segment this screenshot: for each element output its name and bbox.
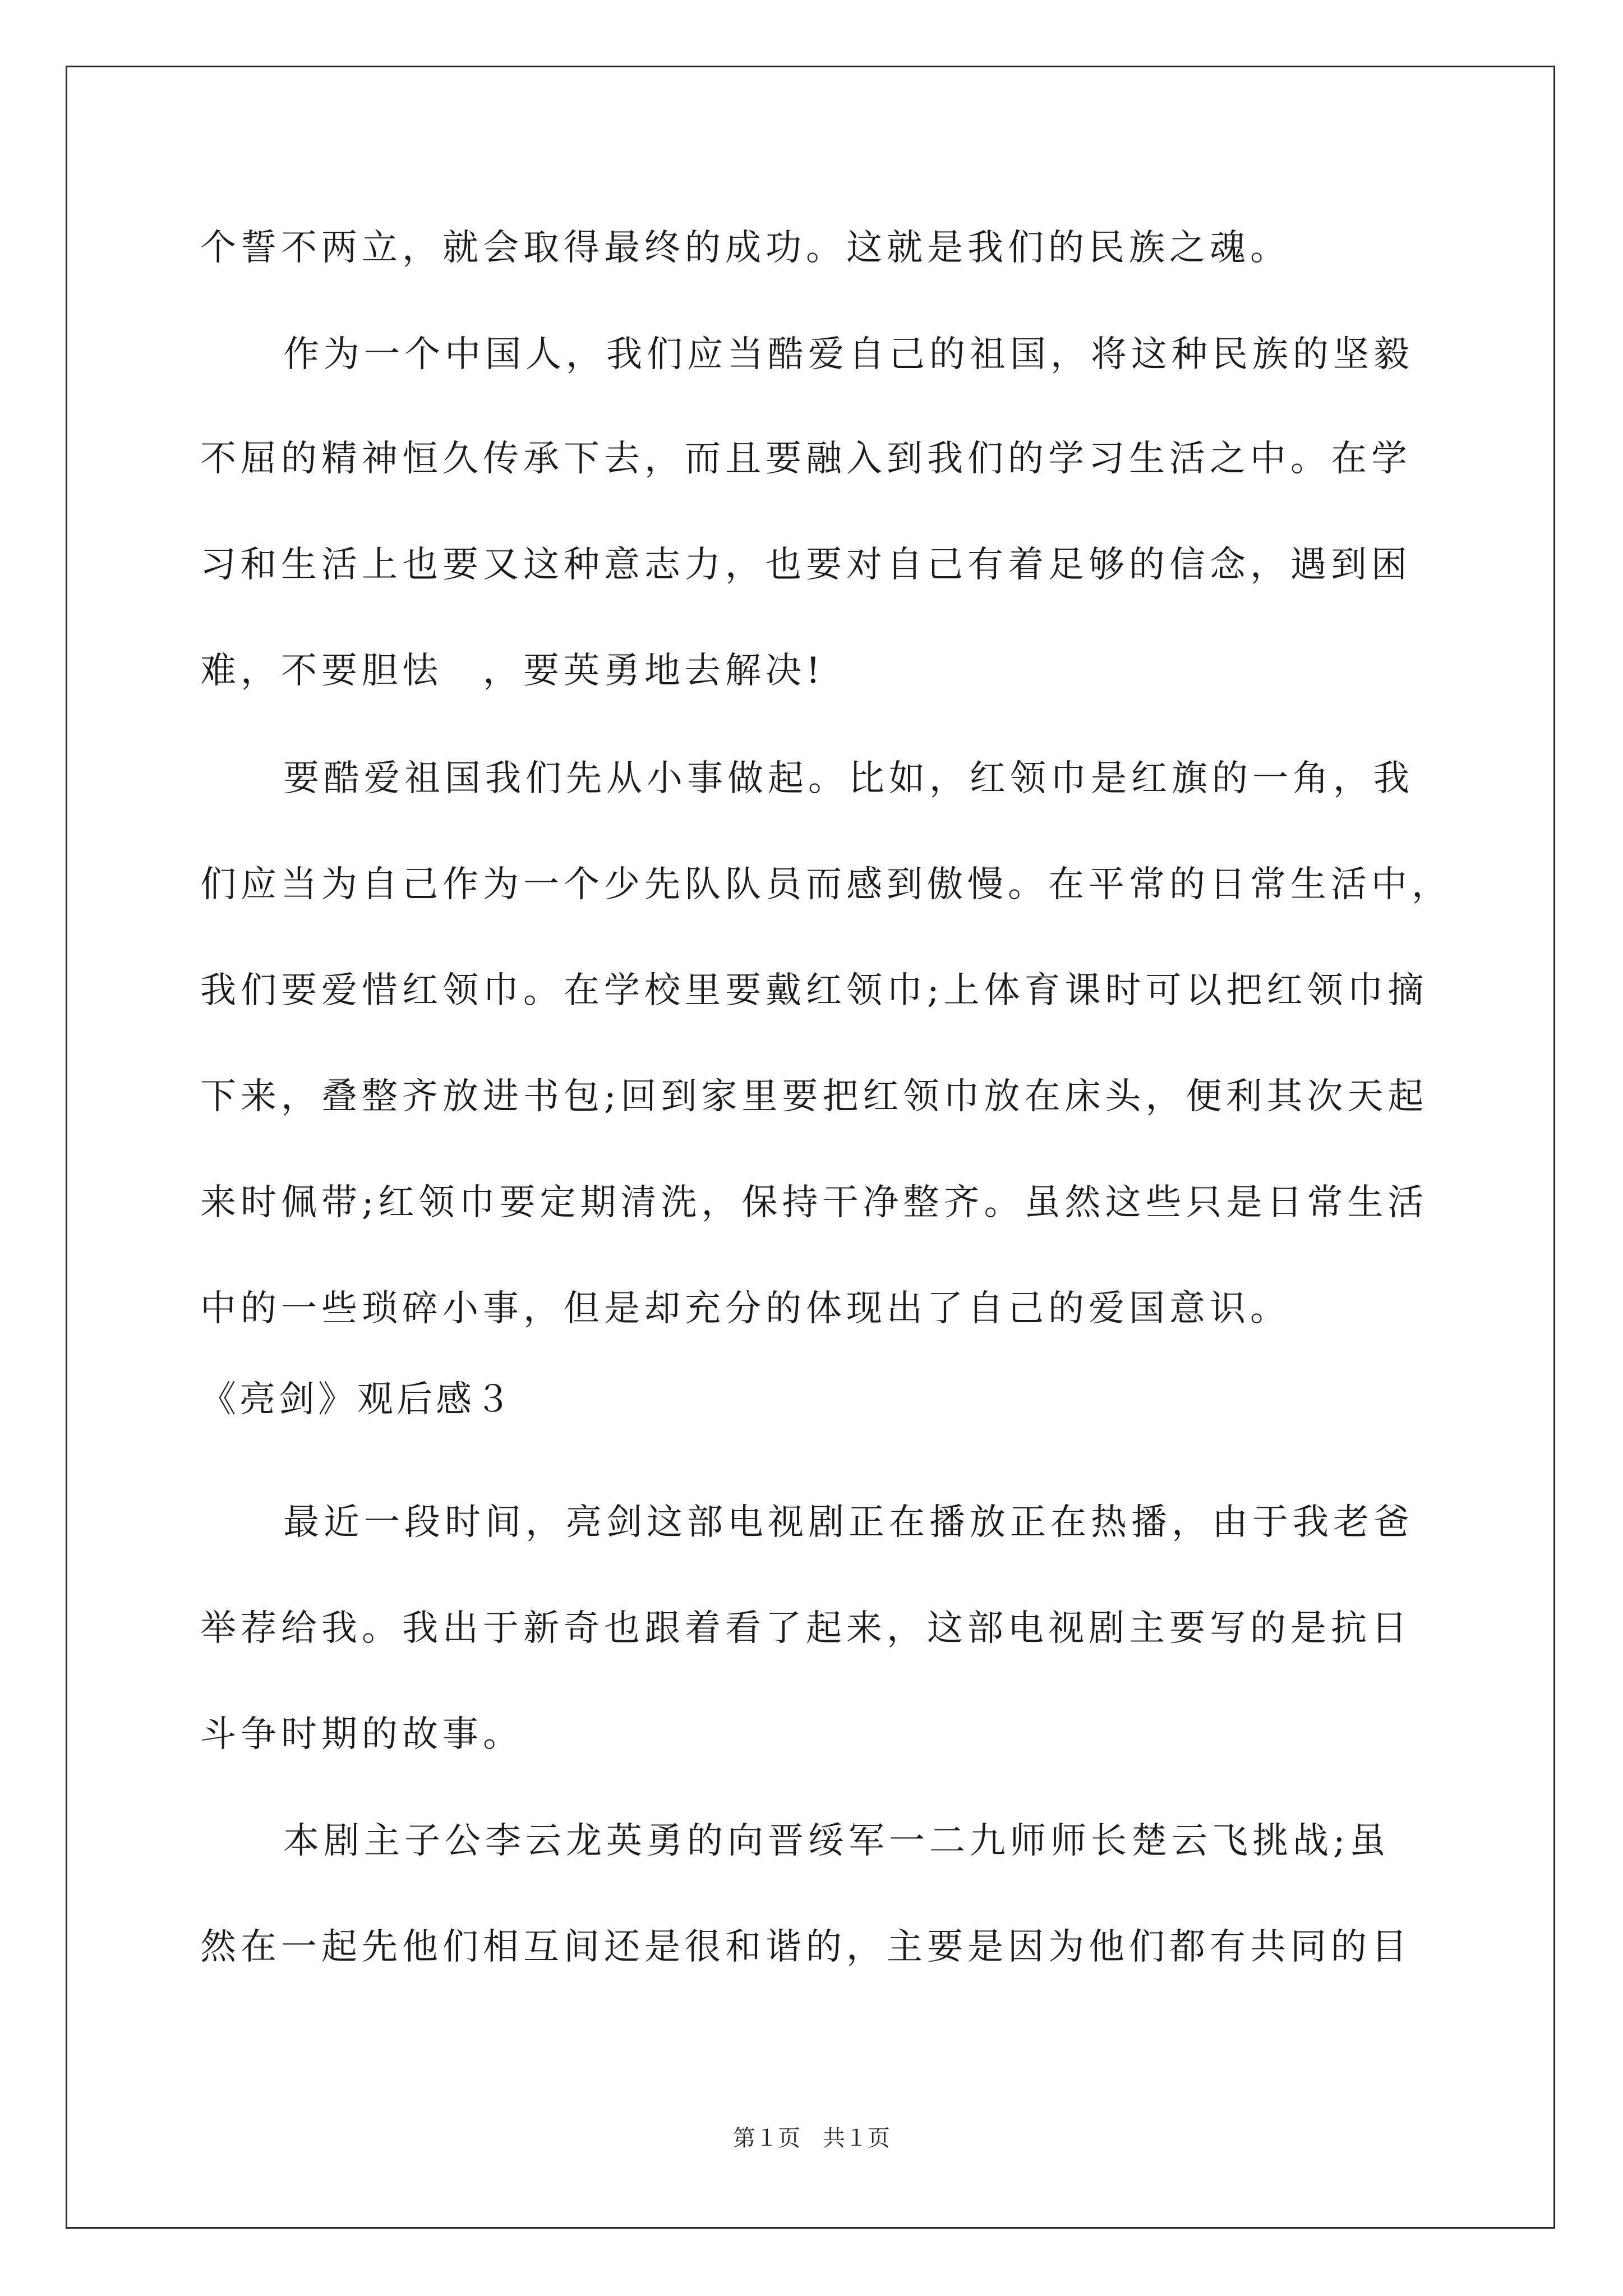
paragraph-line: 本剧主子公李云龙英勇的向晋绥军一二九师师长楚云飞挑战;虽 — [283, 1820, 1390, 1862]
paragraph-line: 作为一个中国人，我们应当酷爱自己的祖国，将这种民族的坚毅 — [283, 334, 1414, 375]
paragraph-line: 举荐给我。我出于新奇也跟着看了起来，这部电视剧主要写的是抗日 — [200, 1608, 1412, 1649]
paragraph-line: 习和生活上也要又这种意志力，也要对自己有着足够的信念，遇到困 — [200, 544, 1412, 586]
page-border — [66, 66, 1555, 2229]
paragraph-line: 来时佩带;红领巾要定期清洗，保持干净整齐。虽然这些只是日常生活 — [200, 1182, 1428, 1223]
paragraph-line: 中的一些琐碎小事，但是却充分的体现出了自己的爱国意识。 — [200, 1288, 1290, 1329]
paragraph-line: 要酷爱祖国我们先从小事做起。比如，红领巾是红旗的一角，我 — [283, 758, 1414, 799]
paragraph-line: 斗争时期的故事。 — [200, 1714, 523, 1755]
paragraph-line: 我们要爱惜红领巾。在学校里要戴红领巾;上体育课时可以把红领巾摘 — [200, 970, 1428, 1011]
paragraph-line: 最近一段时间，亮剑这部电视剧正在播放正在热播，由于我老爸 — [283, 1502, 1414, 1543]
section-heading: 《亮剑》观后感３ — [200, 1379, 514, 1420]
page-number: 第１页 共１页 — [733, 2125, 890, 2151]
paragraph-line: 不屈的精神恒久传承下去，而且要融入到我们的学习生活之中。在学 — [200, 438, 1412, 480]
paragraph-line: 然在一起先他们相互间还是很和谐的，主要是因为他们都有共同的目 — [200, 1926, 1412, 1968]
paragraph-line: 们应当为自己作为一个少先队队员而感到傲慢。在平常的日常生活中， — [200, 864, 1452, 905]
paragraph-line: 下来，叠整齐放进书包;回到家里要把红领巾放在床头，便利其次天起 — [200, 1076, 1428, 1117]
paragraph-line: 个誓不两立，就会取得最终的成功。这就是我们的民族之魂。 — [200, 227, 1290, 269]
paragraph-line: 难，不要胆怯 ，要英勇地去解决! — [200, 650, 825, 692]
